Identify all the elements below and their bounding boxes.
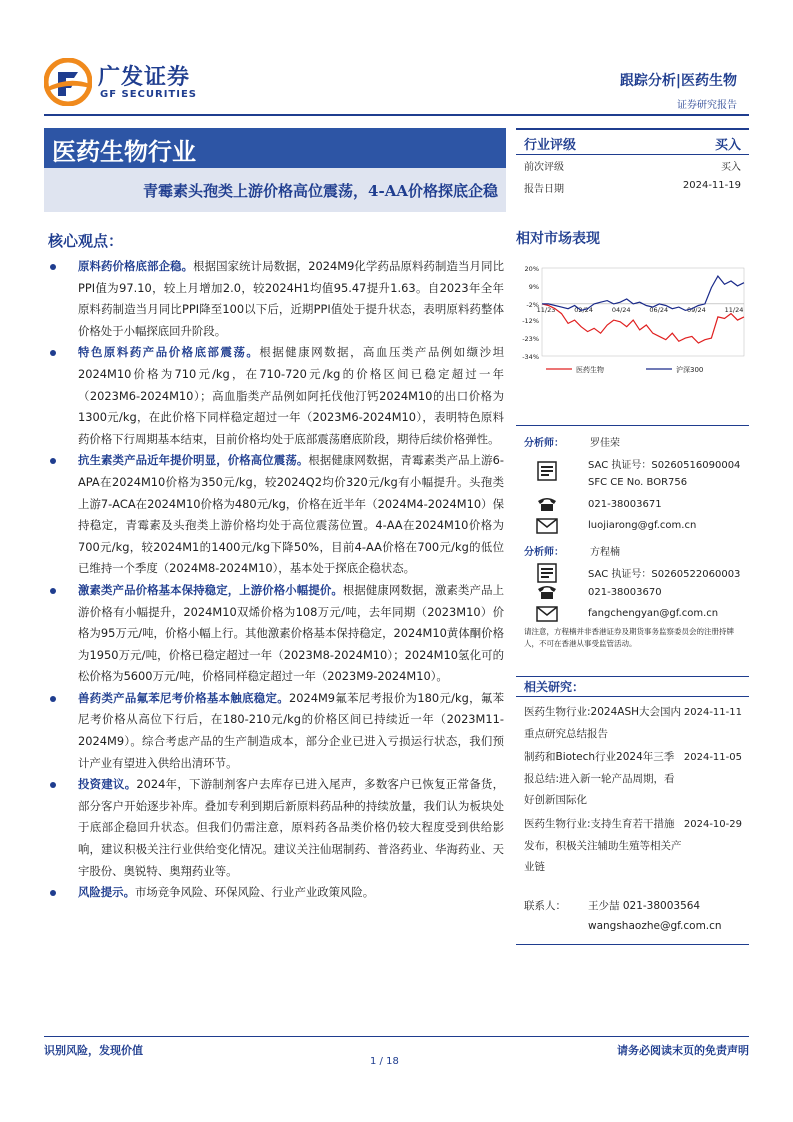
related-item-date: 2024-11-05 bbox=[683, 752, 742, 764]
title-bar bbox=[44, 128, 506, 168]
contact-email[interactable]: wangshaozhe@gf.com.cn bbox=[588, 920, 722, 932]
chart-series-line bbox=[542, 304, 744, 343]
core-bullet-item bbox=[48, 580, 504, 688]
chart-y-tick-label: 20% bbox=[524, 265, 539, 273]
rating-box bbox=[516, 128, 749, 212]
chart-plot-frame bbox=[542, 268, 744, 356]
bullet-text: 根据国家统计局数据，2024M9化学药品原料药制造当月同比PPI值为97.10，较上月增加2.0，较2024H1均值95.47提升1.63。自2023年全年原料药制造当月同比PPI降至100以下后，近期PPI值处于提升状态，表明原料药整体价格处于小幅探底回升阶段。 bbox=[78, 259, 504, 338]
bullet-text: 市场竞争风险、环保风险、行业产业政策风险。 bbox=[134, 885, 375, 900]
phone-icon bbox=[536, 496, 558, 512]
analyst-1-email[interactable]: luojiarong@gf.com.cn bbox=[588, 520, 697, 531]
related-item[interactable] bbox=[524, 814, 746, 879]
related-item-title[interactable]: 制药和Biotech行业2024年三季报总结:进入新一轮产品周期，看好创新国际化 bbox=[524, 751, 675, 807]
bullet-dot-icon bbox=[50, 890, 56, 896]
page-number: 1 / 18 bbox=[370, 1056, 399, 1067]
page-subtitle: 青霉素头孢类上游价格高位震荡，4-AA价格探底企稳 bbox=[143, 182, 498, 200]
core-bullet-item bbox=[48, 256, 504, 342]
chart-y-tick-label: 9% bbox=[528, 282, 539, 291]
chart-x-tick-label: 09/24 bbox=[687, 305, 706, 314]
chart-series-line bbox=[542, 276, 744, 310]
chart-x-tick-label: 06/24 bbox=[649, 305, 669, 314]
prev-rating-label: 前次评级 bbox=[524, 162, 564, 173]
core-heading: 核心观点： bbox=[48, 232, 124, 250]
related-item-title[interactable]: 医药生物行业:2024ASH大会国内重点研究总结报告 bbox=[524, 706, 682, 740]
core-bullet-item bbox=[48, 882, 504, 904]
email-icon bbox=[536, 518, 558, 534]
subtitle-box bbox=[44, 168, 506, 212]
report-date-label: 报告日期 bbox=[524, 184, 564, 195]
analyst-1-label: 分析师： bbox=[524, 438, 564, 449]
bullet-text: 根据健康网数据，高血压类产品例如缬沙坦2024M10价格为710元/kg，在710-720元/kg的价格区间已稳定超过一年（2023M6-2024M10）；高血脂类产品例如阿托伐他汀钙2024M10的出口价格为1300元/kg，在此价格下同样稳定超过一年（2023M6-2024M10），表明特色原料药价格下行周期基本结束，目前价格均处于底部震荡磨底阶段，期待后续价格弹性。 bbox=[78, 345, 504, 446]
report-date-value: 2024-11-19 bbox=[682, 180, 741, 191]
chart-y-tick-label: -23% bbox=[522, 335, 539, 344]
related-item[interactable] bbox=[524, 747, 746, 812]
rating-label: 行业评级 bbox=[524, 138, 577, 153]
footer-divider bbox=[44, 1036, 749, 1037]
analyst-2-sac: SAC 执证号：S0260522060003 bbox=[588, 569, 741, 580]
related-item-date: 2024-11-11 bbox=[683, 707, 742, 718]
chart-x-tick-label: 04/24 bbox=[611, 305, 631, 314]
page-title: 医药生物行业 bbox=[52, 137, 196, 166]
chart-legend-label: 医药生物 bbox=[576, 366, 604, 374]
analyst-divider bbox=[516, 425, 749, 426]
brand-logo-icon bbox=[44, 58, 92, 106]
bullet-dot-icon bbox=[50, 264, 56, 270]
footer-disclaimer: 请务必阅读末页的免责声明 bbox=[617, 1044, 749, 1057]
related-item-title[interactable]: 医药生物行业:支持生育若干措施发布，积极关注辅助生殖等相关产业链 bbox=[524, 817, 682, 874]
bullet-lead: 原料药价格底部企稳。 bbox=[78, 259, 194, 273]
disclaimer-note: 请注意，方程楠并非香港证券及期货事务监察委员会的注册持牌人，不可在香港从事受监管活动。 bbox=[524, 627, 734, 648]
related-top-line bbox=[516, 676, 749, 677]
related-item-date: 2024-10-29 bbox=[683, 818, 742, 830]
bullet-dot-icon bbox=[50, 588, 56, 594]
rating-top-line bbox=[516, 128, 749, 130]
relative-performance-chart bbox=[516, 256, 749, 380]
bullet-text: 2024年，下游制剂客户去库存已进入尾声，多数客户已恢复正常备货，部分客户开始逐步补库。叠加专利到期后新原料药品种的持续放量，我们认为板块处于底部企稳回升状态。但我们仍需注意，原料药各品类价格仍较大程度受到供给影响，建议积极关注行业供给变化情况。建议关注仙琚制药、普洛药业、华海药业、天宇股份、奥锐特、奥翔药业等。 bbox=[78, 777, 504, 878]
chart-y-tick-label: -2% bbox=[526, 300, 539, 309]
related-heading: 相关研究： bbox=[524, 680, 585, 694]
header-divider bbox=[44, 114, 749, 116]
chart-x-tick-label: 02/24 bbox=[574, 305, 593, 314]
brand-name-cn: 广发证券 bbox=[98, 65, 191, 90]
chart-y-tick-label: -34% bbox=[522, 353, 539, 361]
analyst-1-sfc: SFC CE No. BOR756 bbox=[588, 477, 688, 488]
footer-slogan: 识别风险，发现价值 bbox=[44, 1044, 143, 1057]
bullet-lead: 兽药类产品氟苯尼考价格基本触底稳定。 bbox=[78, 690, 289, 705]
core-bullet-item bbox=[48, 688, 504, 774]
related-divider bbox=[516, 696, 749, 697]
id-card-icon bbox=[536, 460, 558, 476]
bullet-dot-icon bbox=[50, 458, 56, 464]
analyst-2-phone: 021-38003670 bbox=[588, 587, 662, 598]
bullet-dot-icon bbox=[50, 350, 56, 356]
analyst-1-sac: SAC 执证号：S0260516090004 bbox=[588, 460, 741, 471]
bullet-lead: 特色原料药产品价格底部震荡。 bbox=[78, 345, 260, 360]
related-research bbox=[516, 676, 749, 872]
report-kind: 证券研究报告 bbox=[677, 100, 737, 111]
contact-divider bbox=[516, 944, 749, 945]
email-icon bbox=[536, 606, 558, 622]
bullet-lead: 投资建议。 bbox=[78, 777, 137, 792]
analyst-1-phone: 021-38003671 bbox=[588, 499, 662, 510]
chart-x-tick-label: 11/24 bbox=[724, 305, 744, 314]
chart-legend-label: 沪深300 bbox=[676, 366, 704, 374]
bullet-lead: 激素类产品价格基本保持稳定，上游价格小幅提价。 bbox=[78, 582, 343, 597]
analyst-2-label: 分析师： bbox=[524, 547, 564, 558]
analyst-2-email[interactable]: fangchengyan@gf.com.cn bbox=[588, 608, 719, 619]
brand-name-en: GF SECURITIES bbox=[100, 89, 198, 100]
contact-label: 联系人： bbox=[524, 900, 566, 912]
rating-value: 买入 bbox=[714, 138, 741, 153]
core-bullets bbox=[48, 256, 504, 904]
bullet-text: 根据健康网数据，青霉素类产品上游6-APA在2024M10价格为350元/kg，较2024Q2均价320元/kg有小幅提升。头孢类上游7-ACA在2024M10价格为480元/kg，价格在近半年（2024M4-2024M10）保持稳定，青霉素及头孢类上游价格均处于高位震荡位置。4-AA在2024M10价格为700元/kg，较2024M1的1400元/kg下降50%，目前4-AA价格在700元/kg的低位已维持一个季度（2024M8-2024M10），基本处于探底企稳状态。 bbox=[78, 453, 504, 576]
bullet-lead: 抗生素类产品近年提价明显，价格高位震荡。 bbox=[78, 453, 309, 468]
bullet-text: 2024M9氟苯尼考报价为180元/kg，氟苯尼考价格从高位下行后，在180-210元/kg的价格区间已持续近一年（2023M11-2024M9）。综合考虑产品的生产制造成本，部分企业已进入亏损运行状态，我们预计产业有望进入供给出清环节。 bbox=[78, 690, 504, 770]
bullet-dot-icon bbox=[50, 696, 56, 702]
core-bullet-item bbox=[48, 450, 504, 580]
related-list bbox=[524, 702, 746, 881]
phone-icon bbox=[536, 584, 558, 600]
chart-y-tick-label: -12% bbox=[522, 317, 539, 326]
chart-x-tick-label: 11/23 bbox=[536, 305, 556, 314]
bullet-dot-icon bbox=[50, 782, 56, 788]
core-bullet-item bbox=[48, 774, 504, 882]
analyst-2-name: 方程楠 bbox=[590, 547, 620, 558]
contact-name-phone: 王少喆 021-38003564 bbox=[588, 900, 701, 912]
core-bullet-item bbox=[48, 342, 504, 450]
chart-heading: 相对市场表现 bbox=[516, 231, 600, 247]
bullet-text: 根据健康网数据，激素类产品上游价格有小幅提升，2024M10双烯价格为108万元/吨，去年同期（2023M10）价格为95万元/吨，价格小幅上行。其他激素价格基本保持稳定，2024M10黄体酮价格为1950万元/吨，价格已稳定超过一年（2023M8-2024M10）；2024M10氢化可的松价格为5600万元/吨，价格同样稳定超过一年（2023M9-2024M10）。 bbox=[78, 582, 504, 684]
rating-divider bbox=[516, 154, 749, 155]
prev-rating-value: 买入 bbox=[721, 162, 741, 173]
analyst-1-name: 罗佳荣 bbox=[590, 438, 620, 449]
bullet-lead: 风险提示。 bbox=[78, 885, 135, 900]
id-card-icon bbox=[536, 562, 558, 578]
related-item[interactable] bbox=[524, 702, 746, 745]
report-type: 跟踪分析|医药生物 bbox=[619, 73, 737, 89]
